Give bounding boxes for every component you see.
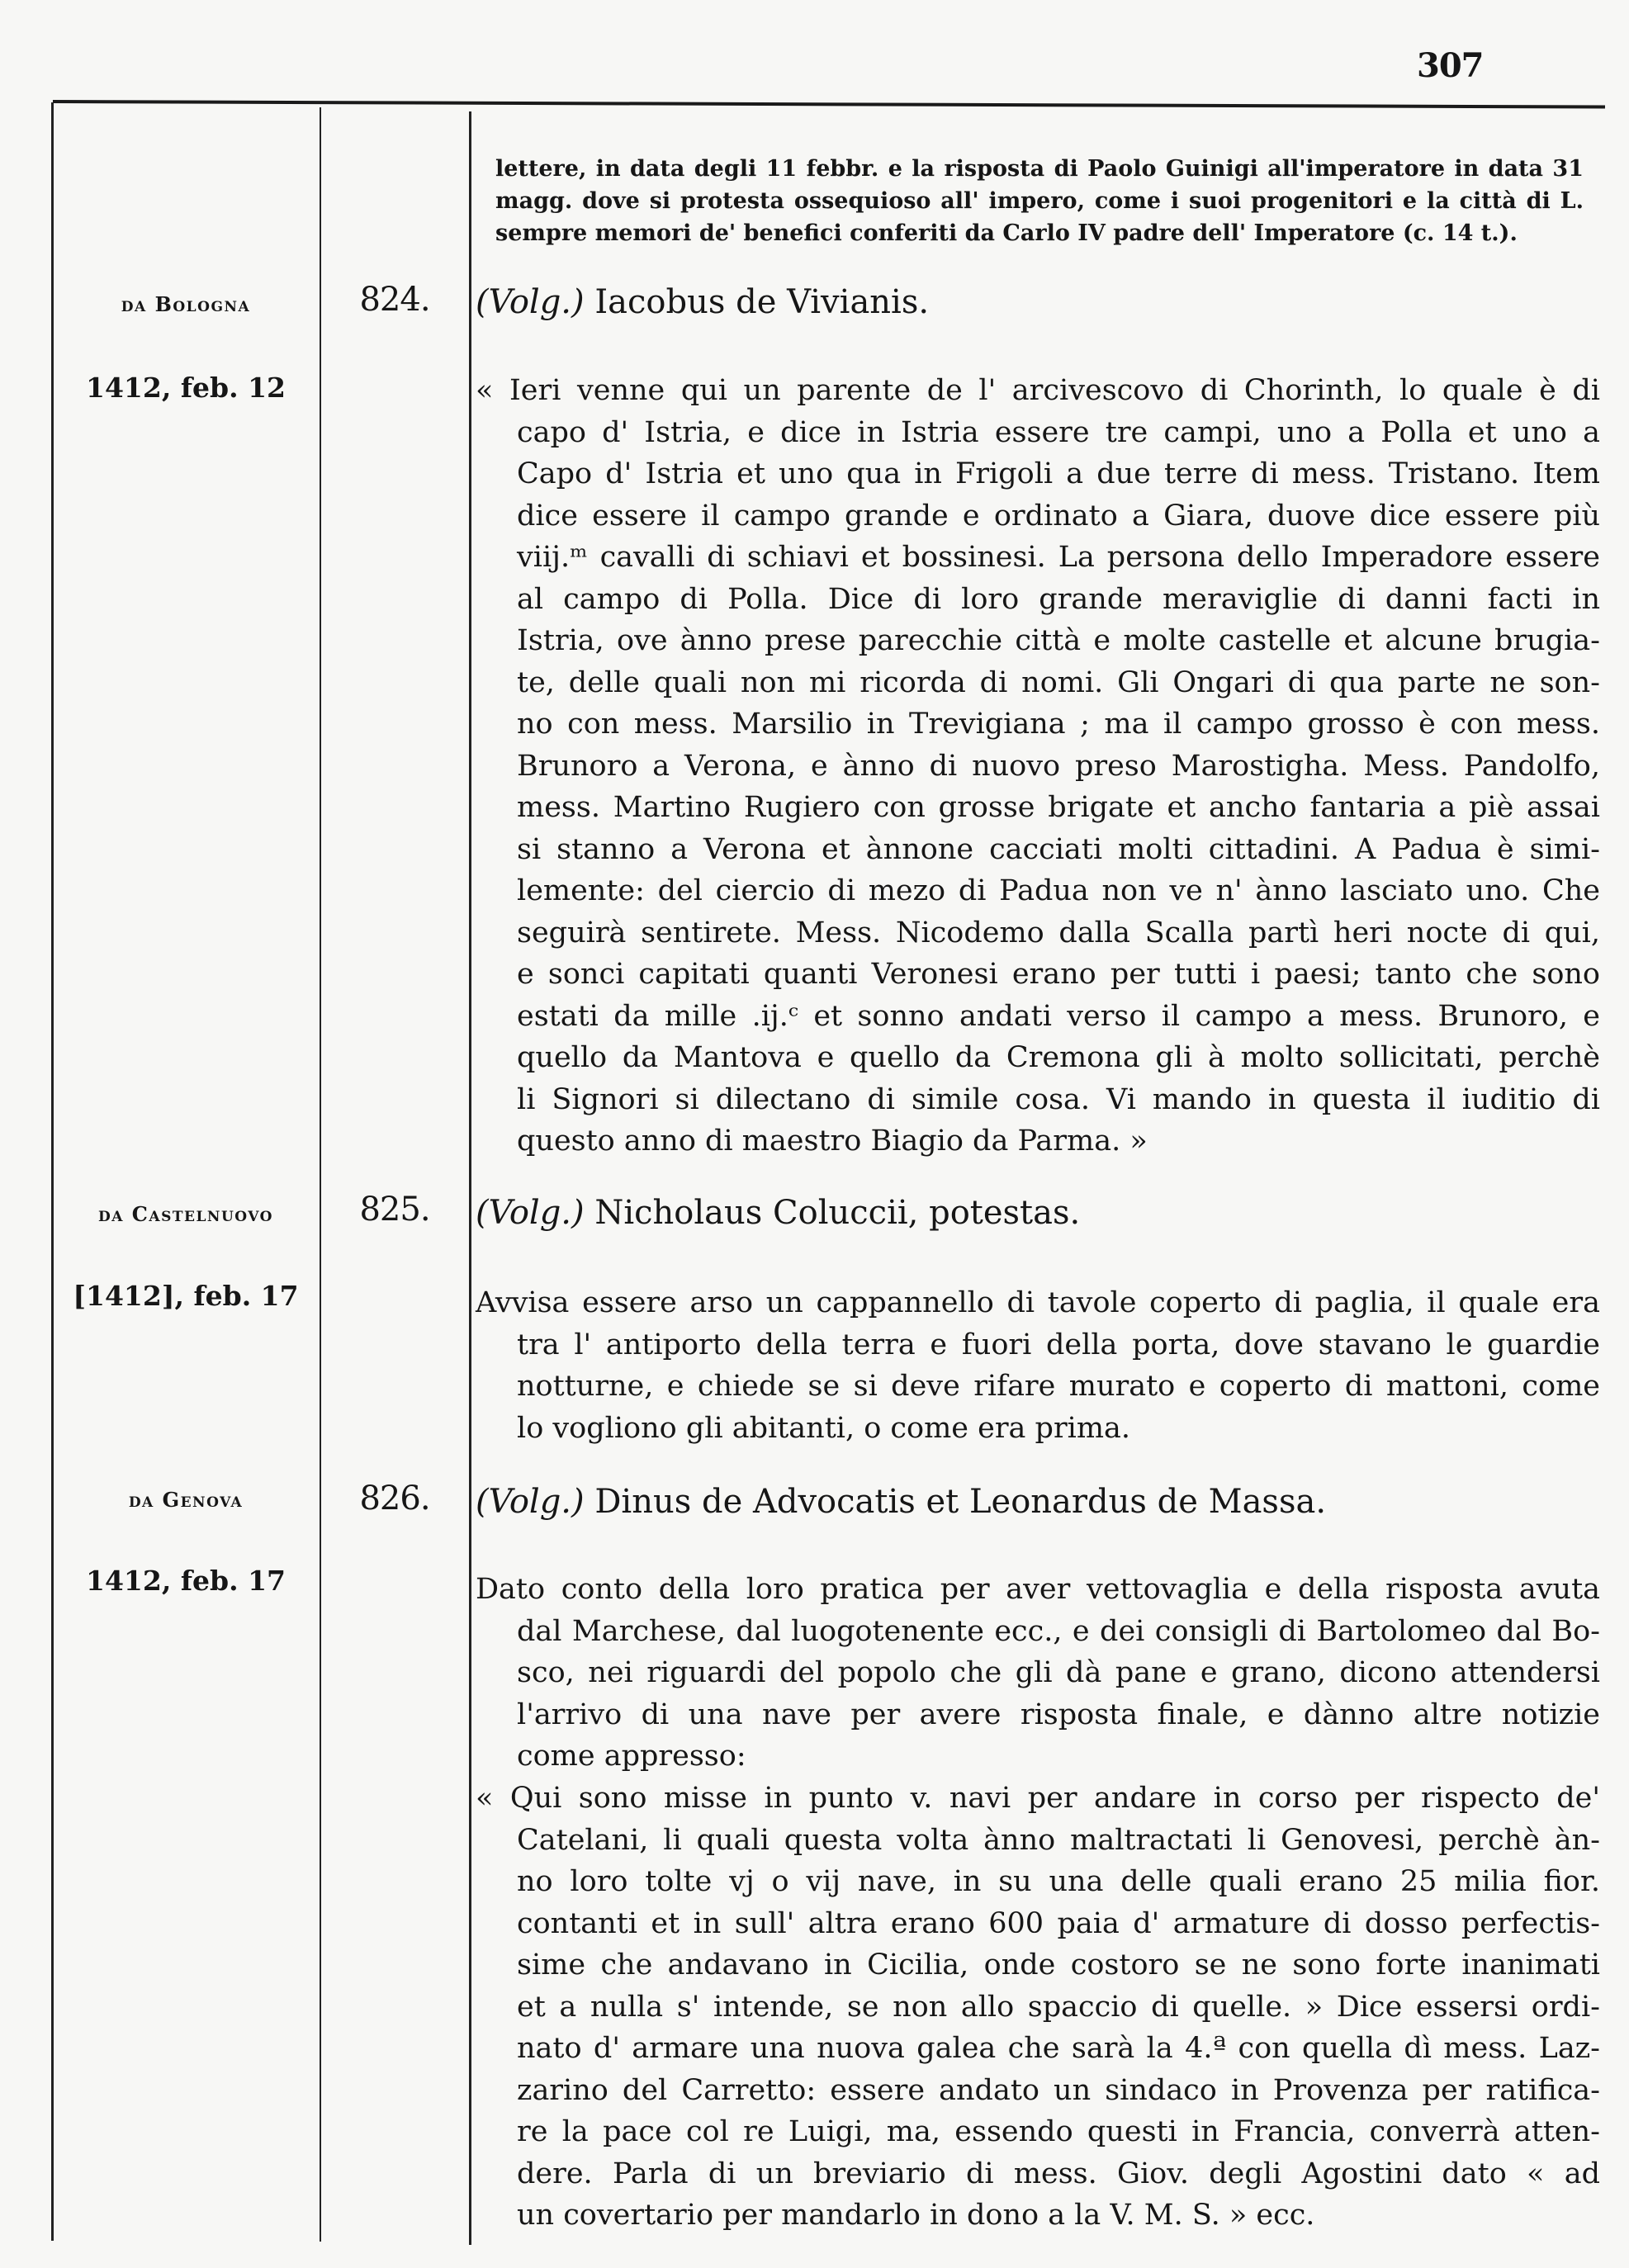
- text-line: mess. Martino Rugiero con grosse brigate et ancho fantaria a piè assai: [517, 791, 1600, 824]
- text-line: notturne, e chiede se si deve rifare murato e coperto di mattoni, come: [517, 1370, 1600, 1403]
- text-line: nato d' armare una nuova galea che sarà la 4.ª con quella dì mess. Laz-: [517, 2032, 1600, 2065]
- header-rule: [53, 100, 1605, 109]
- entry-heading: [476, 1194, 1080, 1232]
- column-rule-left: [51, 102, 54, 2241]
- text-line: li Signori si dilectano di simile cosa. Vi mando in questa il iuditio di: [517, 1082, 1600, 1116]
- text-line: si stanno a Verona et ànnone cacciati molti cittadini. A Padua è simi-: [517, 832, 1600, 866]
- text-line: sempre memori de' benefici conferiti da Carlo IV padre dell' Imperatore (c. 14 t.).: [495, 220, 1518, 246]
- text-line: quello da Mantova e quello da Cremona gli à molto sollicitati, perchè: [517, 1041, 1600, 1074]
- text-line: no con mess. Marsilio in Trevigiana ; ma il campo grosso è con mess.: [517, 708, 1600, 741]
- text-line: come appresso:: [517, 1740, 746, 1773]
- entry-date: 1412, feb. 17: [86, 1565, 286, 1597]
- text-line: dice essere il campo grande e ordinato a Giara, duove dice essere più: [517, 499, 1600, 533]
- volg-label: (Volg.): [476, 1483, 585, 1521]
- entry-number: 825.: [359, 1191, 430, 1229]
- entry-summary: [476, 1569, 1600, 1778]
- text-line: seguirà sentirete. Mess. Nicodemo dalla Scalla partì heri nocte di qui,: [517, 916, 1600, 949]
- text-line: sco, nei riguardi del popolo che gli dà pane e grano, dicono attendersi: [517, 1656, 1600, 1689]
- text-line: re la pace col re Luigi, ma, essendo questi in Francia, converrà atten-: [517, 2115, 1600, 2148]
- entry-body: [476, 1282, 1600, 1449]
- text-line: contanti et in sull' altra erano 600 paia d' armature di dosso perfectis-: [517, 1906, 1600, 1940]
- entry-number: 826.: [359, 1480, 430, 1518]
- entry-heading: [476, 283, 929, 321]
- text-line: « Ieri venne qui un parente de l' arcivescovo di Chorinth, lo quale è di: [476, 374, 1600, 407]
- text-line: no loro tolte vj o vij nave, in su una delle quali erano 25 milia fior.: [517, 1865, 1600, 1898]
- text-line: dere. Parla di un breviario di mess. Giov. degli Agostini dato « ad: [517, 2157, 1600, 2190]
- text-line: al campo di Polla. Dice di loro grande meraviglie di danni facti in: [517, 582, 1600, 616]
- column-rule-right: [469, 111, 471, 2245]
- text-line: zarino del Carretto: essere andato un sindaco in Provenza per ratifica-: [517, 2073, 1600, 2107]
- text-line: lemente: del ciercio di mezo di Padua non ve n' ànno lasciato uno. Che: [517, 874, 1600, 907]
- volg-label: (Volg.): [476, 283, 585, 321]
- entry-date: 1412, feb. 12: [86, 372, 286, 404]
- text-line: te, delle quali non mi ricorda di nomi. Gli Ongari di qua parte ne son-: [517, 665, 1600, 699]
- text-line: lo vogliono gli abitanti, o come era prima.: [517, 1411, 1131, 1445]
- text-line: un covertario per mandarlo in dono a la V. M. S. » ecc.: [517, 2199, 1315, 2232]
- text-line: Dato conto della loro pratica per aver vettovaglia e della risposta avuta: [476, 1573, 1600, 1606]
- text-line: Avvisa essere arso un cappannello di tavole coperto di paglia, il quale era: [476, 1286, 1600, 1319]
- text-line: magg. dove si protesta ossequioso all' impero, come i suoi progenitori e la città di L.: [495, 188, 1584, 214]
- column-rule-middle: [320, 107, 321, 2242]
- text-line: lettere, in data degli 11 febbr. e la risposta di Paolo Guinigi all'imperatore in data 31: [495, 156, 1584, 182]
- text-line: e sonci capitati quanti Veronesi erano per tutti i paesi; tanto che sono: [517, 958, 1600, 991]
- text-line: Istria, ove ànno prese parecchie città e molte castelle et alcune brugia-: [517, 624, 1600, 657]
- entry-heading: [476, 1483, 1326, 1521]
- text-line: capo d' Istria, e dice in Istria essere tre campi, uno a Polla et uno a: [517, 415, 1600, 449]
- text-line: Brunoro a Verona, e ànno di nuovo preso Marostigha. Mess. Pandolfo,: [517, 749, 1600, 783]
- entry-author: Iacobus de Vivianis.: [594, 283, 930, 321]
- text-line: et a nulla s' intende, se non allo spaccio di quelle. » Dice essersi ordi-: [517, 1990, 1600, 2024]
- entry-date: [1412], feb. 17: [73, 1280, 299, 1312]
- text-line: dal Marchese, dal luogotenente ecc., e dei consigli di Bartolomeo dal Bo-: [517, 1614, 1600, 1648]
- text-line: viij.ᵐ cavalli di schiavi et bossinesi. La persona dello Imperadore essere: [517, 541, 1600, 574]
- entry-author: Nicholaus Coluccii, potestas.: [594, 1194, 1081, 1232]
- entry-place: da Castelnuovo: [98, 1202, 273, 1226]
- text-line: questo anno di maestro Biagio da Parma. »: [517, 1125, 1148, 1158]
- text-line: estati da mille .ij.ᶜ et sonno andati verso il campo a mess. Brunoro, e: [517, 999, 1600, 1033]
- page-number: 307: [1417, 46, 1484, 85]
- text-line: « Qui sono misse in punto v. navi per andare in corso per rispecto de': [476, 1782, 1600, 1815]
- volg-label: (Volg.): [476, 1194, 585, 1232]
- text-line: sime che andavano in Cicilia, onde costoro se ne sono forte inanimati: [517, 1948, 1600, 1982]
- text-line: Capo d' Istria et uno qua in Frigoli a due terre di mess. Tristano. Item: [517, 457, 1600, 490]
- entry-author: Dinus de Advocatis et Leonardus de Massa.: [594, 1483, 1327, 1521]
- entry-place: da Genova: [128, 1488, 244, 1512]
- entry-body: [476, 370, 1600, 1162]
- text-line: tra l' antiporto della terra e fuori della porta, dove stavano le guardie: [517, 1328, 1600, 1361]
- entry-place: da Bologna: [121, 292, 251, 316]
- text-line: Catelani, li quali questa volta ànno maltractati li Genovesi, perchè àn-: [517, 1823, 1600, 1857]
- entry-quote: [476, 1778, 1600, 2237]
- carryover-paragraph: [495, 153, 1584, 249]
- text-line: l'arrivo di una nave per avere risposta finale, e dànno altre notizie: [517, 1697, 1600, 1731]
- entry-number: 824.: [359, 281, 430, 319]
